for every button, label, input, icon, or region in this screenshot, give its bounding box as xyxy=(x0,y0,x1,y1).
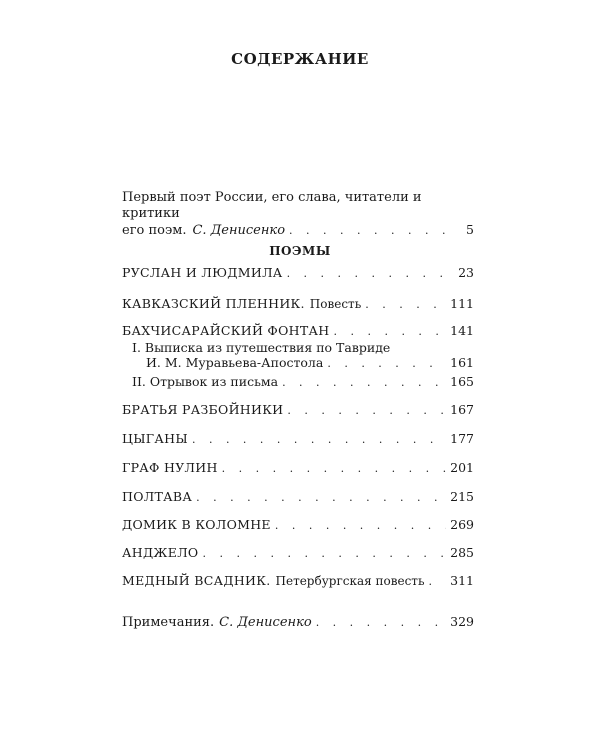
leader-dots xyxy=(327,356,446,371)
toc-entry-page: 285 xyxy=(450,545,474,560)
toc-subentry-1[interactable] xyxy=(132,340,474,371)
leader-dots xyxy=(316,615,446,631)
leader-dots xyxy=(428,574,446,590)
toc-entry-title: ГРАФ НУЛИН xyxy=(122,460,218,475)
leader-dots xyxy=(202,546,446,562)
toc-entry-title: ПОЛТАВА xyxy=(122,489,193,504)
toc-entry-title: БАХЧИСАРАЙСКИЙ ФОНТАН xyxy=(122,323,330,338)
toc-subentry-line-1: II. Отрывок из письма xyxy=(132,374,279,389)
leader-dots xyxy=(282,375,446,390)
toc-entry-title: МЕДНЫЙ ВСАДНИК. xyxy=(122,573,271,588)
notes-author: С. Денисенко xyxy=(219,615,312,630)
toc-entry-kavkazsky[interactable] xyxy=(122,296,474,313)
intro-author: С. Денисенко xyxy=(192,223,286,238)
toc-entry-title: РУСЛАН И ЛЮДМИЛА xyxy=(122,265,283,280)
leader-dots xyxy=(196,490,446,506)
toc-entry-page: 23 xyxy=(458,265,474,280)
toc-entry-page: 201 xyxy=(450,460,474,475)
page-title: СОДЕРЖАНИЕ xyxy=(231,50,369,68)
toc-subentry-page: 161 xyxy=(450,355,474,370)
toc-entry-title: БРАТЬЯ РАЗБОЙНИКИ xyxy=(122,402,284,417)
toc-subentry-line-1: I. Выписка из путешествия по Тавриде xyxy=(132,340,391,355)
toc-entry-graf-nulin[interactable] xyxy=(122,460,474,477)
toc-entry-poltava[interactable] xyxy=(122,489,474,506)
intro-page-number: 5 xyxy=(466,222,474,237)
leader-dots xyxy=(365,297,446,313)
toc-entry-title: КАВКАЗСКИЙ ПЛЕННИК. xyxy=(122,296,305,311)
toc-entry-page: 269 xyxy=(450,517,474,532)
toc-entry-andzhelo[interactable] xyxy=(122,545,474,562)
intro-line-1: Первый поэт России, его слава, читатели и критики xyxy=(122,190,422,221)
toc-entry-notes[interactable] xyxy=(122,614,474,631)
toc-entry-page: 141 xyxy=(450,323,474,338)
intro-entry[interactable] xyxy=(122,190,474,239)
intro-line-2: его поэм. xyxy=(122,223,187,238)
toc-entry-medny-vsadnik[interactable] xyxy=(122,573,474,590)
toc-entry-page: 215 xyxy=(450,489,474,504)
toc-entry-subtitle: Петербургская повесть xyxy=(275,574,425,588)
toc-entry-domik[interactable] xyxy=(122,517,474,534)
toc-subentry-line-2: И. М. Муравьева-Апостола xyxy=(146,355,324,370)
toc-subentry-2[interactable] xyxy=(132,374,474,390)
toc-entry-title: АНДЖЕЛО xyxy=(122,545,199,560)
toc-entry-title: ДОМИК В КОЛОМНЕ xyxy=(122,517,271,532)
notes-page: 329 xyxy=(450,614,474,629)
toc-entry-bakhchisaray[interactable] xyxy=(122,323,474,340)
leader-dots xyxy=(289,223,448,239)
leader-dots xyxy=(192,432,446,448)
notes-label: Примечания. xyxy=(122,615,215,630)
leader-dots xyxy=(275,518,446,534)
toc-entry-subtitle: Повесть xyxy=(309,297,362,311)
leader-dots xyxy=(287,266,448,282)
toc-subentry-page: 165 xyxy=(450,374,474,389)
section-heading: ПОЭМЫ xyxy=(269,244,331,258)
leader-dots xyxy=(333,324,446,340)
toc-entry-page: 177 xyxy=(450,431,474,446)
leader-dots xyxy=(222,461,446,477)
toc-entry-page: 167 xyxy=(450,402,474,417)
toc-entry-title: ЦЫГАНЫ xyxy=(122,431,188,446)
leader-dots xyxy=(287,403,446,419)
toc-entry-tsygany[interactable] xyxy=(122,431,474,448)
toc-entry-ruslan[interactable] xyxy=(122,265,474,282)
toc-entry-bratya[interactable] xyxy=(122,402,474,419)
toc-entry-page: 311 xyxy=(450,573,474,588)
toc-entry-page: 111 xyxy=(450,296,474,311)
